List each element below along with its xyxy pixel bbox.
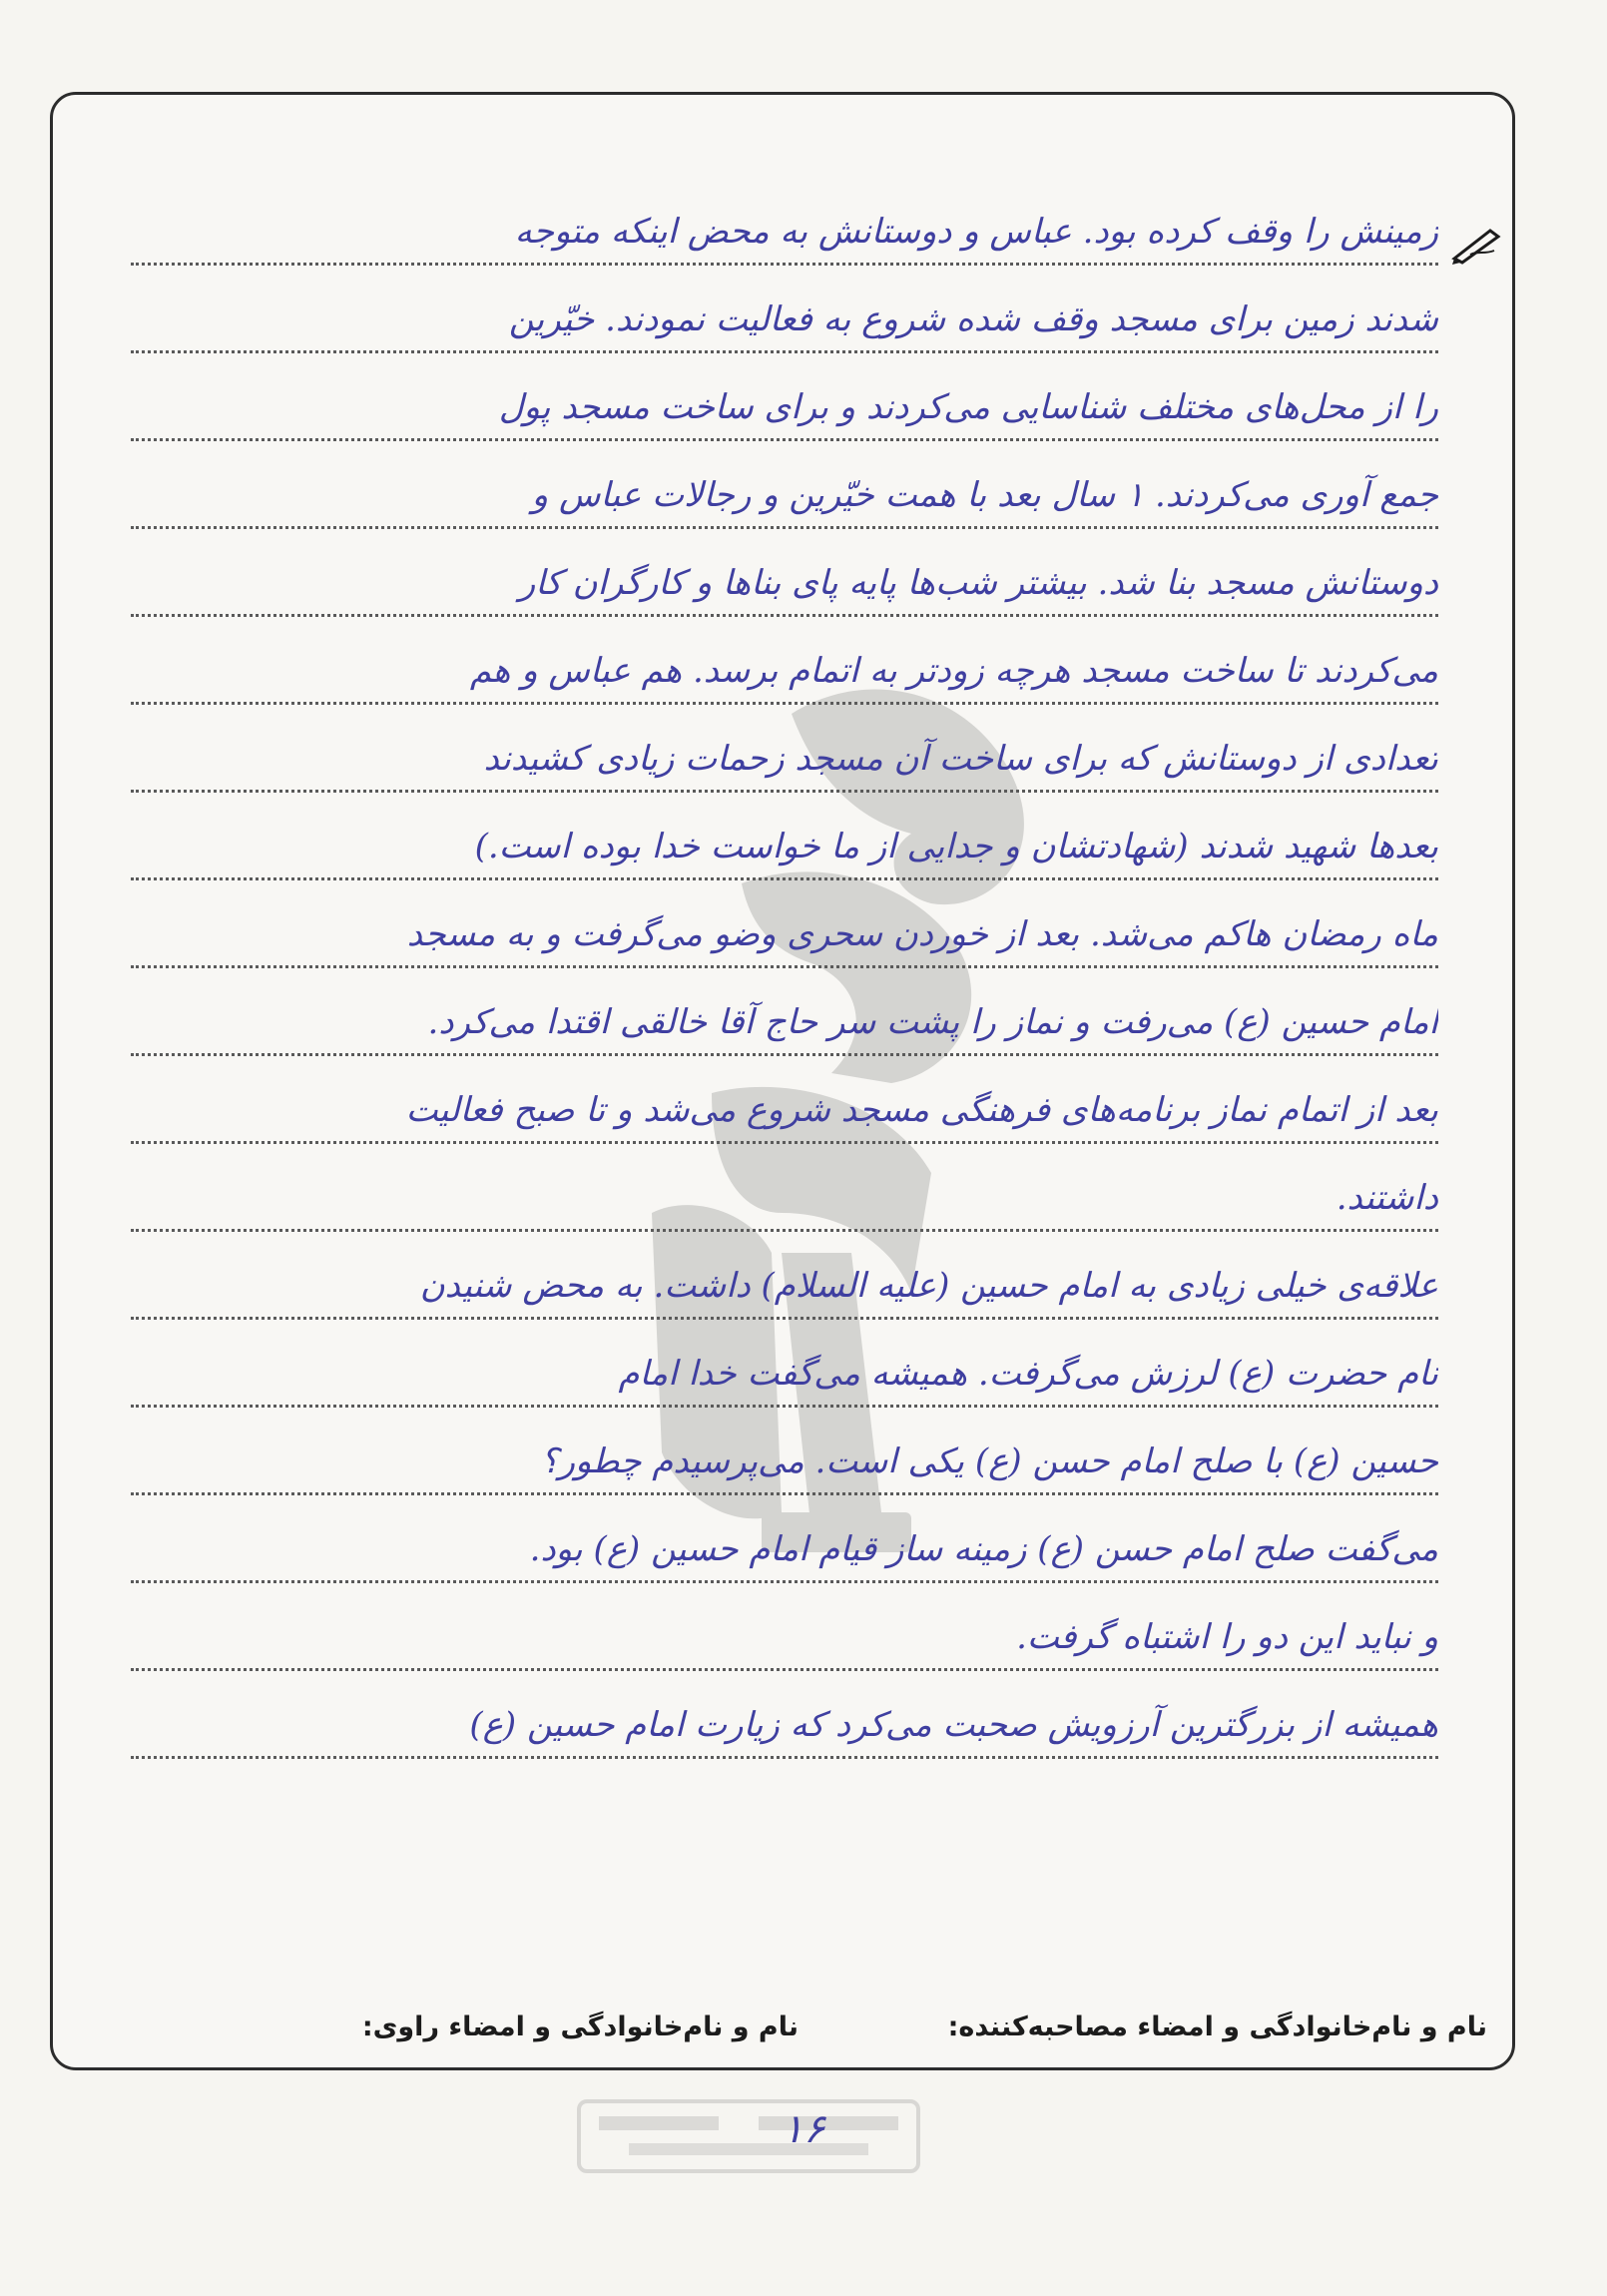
signature-footer [60, 2011, 1487, 2061]
faint-stamp [569, 2091, 928, 2181]
line-row [131, 1500, 1438, 1583]
handwritten-text: ماه رمضان هاکم می‌شد. بعد از خوردن سحری وضو می‌گرفت و به مسجد [406, 914, 1438, 954]
handwritten-text: می‌کردند تا ساخت مسجد هرچه زودتر به اتمام برسد. هم عباس و هم [469, 651, 1438, 691]
handwritten-text: همیشه از بزرگترین آرزویش صحبت می‌کرد که زیارت امام حسین (ع) [469, 1705, 1438, 1745]
line-row [131, 973, 1438, 1056]
handwritten-text: جمع آوری می‌کردند. ۱ سال بعد با همت خیّرین و رجالات عباس و [531, 475, 1438, 515]
handwritten-text: را از محل‌های مختلف شناسایی می‌کردند و برای ساخت مسجد پول [498, 387, 1438, 427]
handwritten-text: نام حضرت (ع) لرزش می‌گرفت. همیشه می‌گفت خدا امام [618, 1354, 1438, 1394]
line-row [131, 1325, 1438, 1408]
handwritten-text: بعدها شهید شدند (شهادتشان و جدایی از ما خواست خدا بوده است.) [474, 827, 1438, 866]
handwritten-text: بعد از اتمام نماز برنامه‌های فرهنگی مسجد شروع می‌شد و تا صبح فعالیت [405, 1090, 1438, 1130]
line-row [131, 534, 1438, 617]
handwritten-text: دوستانش مسجد بنا شد. بیشتر شب‌ها پایه پای بناها و کارگران کار [518, 563, 1438, 603]
line-row [131, 1061, 1438, 1144]
narrator-signature-label: نام و نام‌خانوادگی و امضاء راوی: [361, 2011, 799, 2042]
line-row [131, 183, 1438, 266]
line-row [131, 885, 1438, 968]
handwritten-text: داشتند. [1336, 1178, 1438, 1218]
interviewer-signature-label: نام و نام‌خانوادگی و امضاء مصاحبه‌کننده: [947, 2011, 1487, 2042]
handwritten-text: امام حسین (ع) می‌رفت و نماز را پشت سر حاج آقا خالقی اقتدا می‌کرد. [427, 1002, 1438, 1042]
line-row [131, 446, 1438, 529]
page-number: ۱۶ [782, 2106, 825, 2152]
line-row [131, 1149, 1438, 1232]
form-frame [50, 92, 1515, 2070]
line-row [131, 358, 1438, 441]
handwritten-text: تعدادی از دوستانش که برای ساخت آن مسجد زحمات زیادی کشیدند [483, 739, 1438, 779]
line-row [131, 798, 1438, 880]
handwritten-text: شدند زمین برای مسجد وقف شده شروع به فعالیت نمودند. خیّرین [508, 299, 1438, 339]
handwritten-text: حسین (ع) با صلح امام حسن (ع) یکی است. می‌پرسیدم چطور؟ [540, 1441, 1438, 1481]
handwritten-text: علاقه‌ی خیلی زیادی به امام حسین (علیه السلام) داشت. به محض شنیدن [419, 1266, 1438, 1306]
handwritten-text: می‌گفت صلح امام حسن (ع) زمینه ساز قیام امام حسین (ع) بود. [529, 1529, 1438, 1569]
handwritten-text: زمینش را وقف کرده بود. عباس و دوستانش به محض اینکه متوجه [514, 212, 1438, 252]
line-row [131, 1676, 1438, 1759]
line-row [131, 1237, 1438, 1320]
line-row [131, 710, 1438, 793]
line-row [131, 1588, 1438, 1671]
handwritten-lines [53, 95, 1512, 2067]
line-row [131, 1413, 1438, 1495]
handwritten-text: و نباید این دو را اشتباه گرفت. [1016, 1617, 1438, 1657]
line-row [131, 271, 1438, 353]
line-row [131, 622, 1438, 705]
